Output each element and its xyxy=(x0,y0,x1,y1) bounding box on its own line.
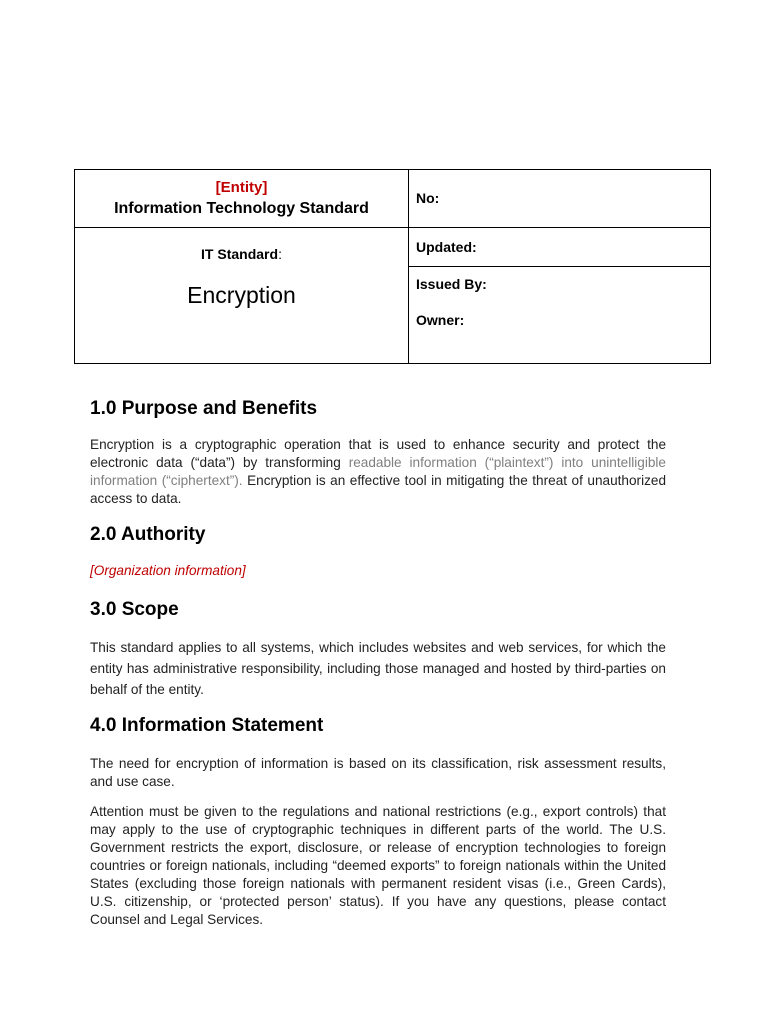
standard-label-row xyxy=(75,246,408,262)
header-table xyxy=(74,169,711,364)
owner-label: Owner: xyxy=(416,312,465,328)
standard-label: IT Standard xyxy=(201,246,279,262)
table-divider-left xyxy=(75,227,409,228)
issued-by-label: Issued By: xyxy=(416,276,487,292)
scope-paragraph: This standard applies to all systems, which includes websites and web services, for which the entity has administrative responsibility, including those managed and hosted by third-parties on behalf of the entity. xyxy=(90,640,666,697)
authority-heading: 2.0 Authority xyxy=(90,524,206,545)
table-divider-right-1 xyxy=(408,227,710,228)
information-heading: 4.0 Information Statement xyxy=(90,715,324,736)
no-label: No: xyxy=(416,190,440,206)
purpose-text-3: Encryption is an effective tool in mitigating the threat of unauthorized access to data. xyxy=(90,473,667,506)
table-divider-right-2 xyxy=(408,266,710,267)
standard-name: Encryption xyxy=(187,282,296,308)
information-paragraph-2: Attention must be given to the regulations and national restrictions (e.g., export controls) that may apply to the use of cryptographic techniques in different parts of the world. The U.S. Government restricts the export, disclosure, or release of encryption technologies to foreign countries or foreign nationals, including “deemed exports” to foreign nationals within the United States (excluding those foreign nationals with permanent resident visas (i.e., Green Cards), U.S. citizenship, or ‘protected person’ status). If you have any questions, please contact Counsel and Legal Services. xyxy=(90,804,666,927)
purpose-text-2: readable information (“plaintext”) into unintelligible information (“ciphertext”). xyxy=(90,455,666,488)
scope-heading: 3.0 Scope xyxy=(90,599,179,620)
standard-title: Information Technology Standard xyxy=(114,200,369,217)
purpose-heading: 1.0 Purpose and Benefits xyxy=(90,398,318,419)
updated-label: Updated: xyxy=(416,239,477,255)
entity-placeholder: [Entity] xyxy=(215,179,268,196)
purpose-paragraph xyxy=(90,436,666,508)
standard-label-colon: : xyxy=(278,246,282,262)
organization-info: [Organization information] xyxy=(90,563,246,578)
information-paragraph-1: The need for encryption of information is based on its classification, risk assessment results, and use case. xyxy=(90,756,666,789)
purpose-text-1: Encryption is a cryptographic operation that is used to enhance security and protect the electronic data (“data”) by transforming xyxy=(90,437,666,470)
